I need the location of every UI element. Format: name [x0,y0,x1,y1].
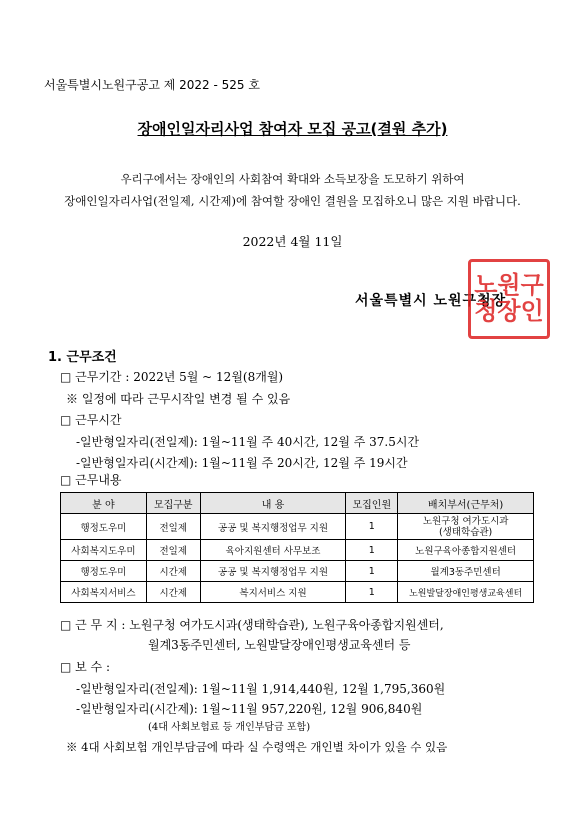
cell-dept: 노원구청 여가도시과 (생태학습관) [398,514,534,540]
cell-count: 1 [346,540,398,561]
table-header-row [61,493,534,514]
pay-note: (4대 사회보험료 등 개인부담금 포함) [148,722,311,733]
duties-table [60,492,534,603]
cell-field: 사회복지도우미 [61,540,147,561]
issuer-name: 서울특별시 노원구청장 [355,293,507,309]
table-row [61,561,534,582]
table-row [61,514,534,540]
pay-parttime: -일반형일자리(시간제): 1월~11월 957,220원, 12월 906,840원 [76,702,423,716]
duties-title: □ 근무내용 [60,473,122,487]
work-period-note: ※ 일정에 따라 근무시작일 변경 될 수 있음 [66,392,291,406]
notice-date: 2022년 4월 11일 [242,234,343,249]
cell-field: 행정도우미 [61,514,147,540]
section-work-conditions: 1. 근무조건 [48,350,117,365]
cell-field: 행정도우미 [61,561,147,582]
page-title: 장애인일자리사업 참여자 모집 공고(결원 추가) [137,120,448,138]
work-hours-title: □ 근무시간 [60,413,122,427]
cell-type: 전일제 [146,540,200,561]
header-dept: 배치부서(근무처) [398,493,534,514]
cell-content: 공공 및 복지행정업무 지원 [200,514,346,540]
header-count: 모집인원 [346,493,398,514]
cell-count: 1 [346,561,398,582]
cell-content: 공공 및 복지행정업무 지원 [200,561,346,582]
official-seal: 노원구 청장인 [468,259,550,339]
header-content: 내 용 [200,493,346,514]
cell-field: 사회복지서비스 [61,582,147,603]
work-hours-fulltime: -일반형일자리(전일제): 1월~11월 주 40시간, 12월 주 37.5시간 [76,435,420,449]
cell-content: 육아지원센터 사무보조 [200,540,346,561]
header-type: 모집구분 [146,493,200,514]
cell-dept: 월계3동주민센터 [398,561,534,582]
cell-count: 1 [346,582,398,603]
cell-content: 복지서비스 지원 [200,582,346,603]
work-period: □ 근무기간 : 2022년 5월 ~ 12월(8개월) [60,370,284,384]
table-row [61,540,534,561]
cell-dept: 노원발달장애인평생교육센터 [398,582,534,603]
cell-type: 시간제 [146,561,200,582]
cell-type: 전일제 [146,514,200,540]
pay-fulltime: -일반형일자리(전일제): 1월~11월 1,914,440원, 12월 1,795,360원 [76,682,446,696]
intro-line-2: 장애인일자리사업(전일제, 시간제)에 참여할 장애인 결원을 모집하오니 많은 지원 바랍니다. [64,194,521,208]
cell-type: 시간제 [146,582,200,603]
table-row [61,582,534,603]
notice-number: 서울특별시노원구공고 제 2022 - 525 호 [44,78,260,92]
cell-count: 1 [346,514,398,540]
header-field: 분 야 [61,493,147,514]
pay-title: □ 보 수 : [60,660,111,674]
workplace-line-1: □ 근 무 지 : 노원구청 여가도시과(생태학습관), 노원구육아종합지원센터, [60,618,444,632]
work-hours-parttime: -일반형일자리(시간제): 1월~11월 주 20시간, 12월 주 19시간 [76,456,408,470]
workplace-line-2: 월계3동주민센터, 노원발달장애인평생교육센터 등 [148,638,411,652]
cell-dept: 노원구육아종합지원센터 [398,540,534,561]
final-note: ※ 4대 사회보험 개인부담금에 따라 실 수령액은 개인별 차이가 있을 수 있음 [66,740,448,754]
intro-line-1: 우리구에서는 장애인의 사회참여 확대와 소득보장을 도모하기 위하여 [120,172,465,186]
